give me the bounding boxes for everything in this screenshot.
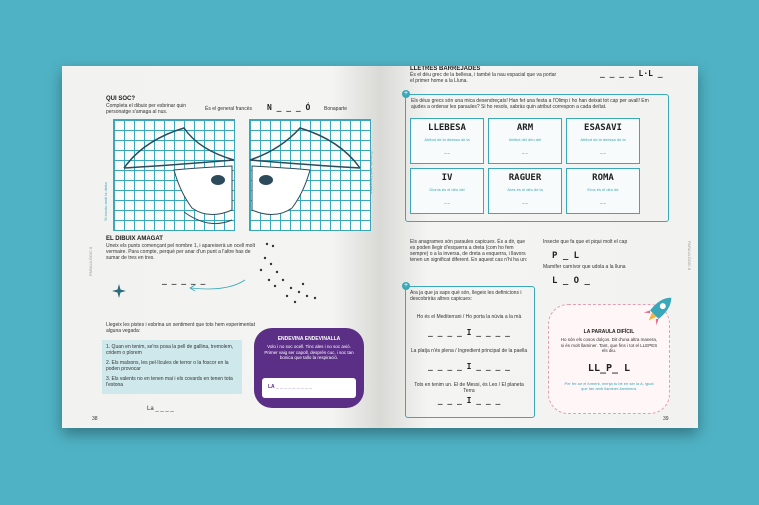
capicua-definition: La platja n'és plena / Ingredient principal de la paella <box>410 348 528 354</box>
star-icon <box>112 284 126 298</box>
capicua-answer: _ _ _ _ I _ _ _ _ <box>428 362 510 371</box>
riddle-title: ENDEVINA ENDEVINALLA <box>277 336 341 342</box>
riddle-text: Volo i no soc ocell. Tinc ales i no soc avió. Primer vaig ser capoll, després cuc, i soc tan bonica que tallo la respiració. <box>264 344 354 360</box>
capicua-intro: Ara ja que ja saps què són, llegeix les definicions i descobriràs altres capicues: <box>410 290 522 302</box>
scrambled-word: RAGUER <box>508 173 542 183</box>
clue-1: 1. Quan en tenim, se'ns posa la pell de gallina, tremolem, cridem o plorem <box>106 344 234 356</box>
answer-line: _ _ <box>600 199 606 204</box>
side-note-right-hand: Si escriu amb la dreta <box>103 182 108 221</box>
section-title-who-am-i: QUI SOC? <box>106 96 136 102</box>
drawing-grid-left <box>113 119 235 231</box>
section-title-mixed-letters: LLETRES BARREJADES <box>410 66 481 72</box>
capicua-definition: Ho és el Mediterrani / Ho porta la núvia a la mà <box>416 314 522 320</box>
word-card <box>488 168 562 214</box>
side-label-right: PARAULÒGIC 8 <box>687 241 692 271</box>
panel-text: Els déus grecs són una mica desendreçats! Han fet una festa a l'Olimp i ho han deixat tot cap per avall! Em ajudes a ordenar les paraules? Si ho resols, sabràs quin atribut correspon a cada deïtat. <box>411 98 649 110</box>
scrambled-word: IV <box>441 173 453 183</box>
word-hint: Ares és el déu de la <box>507 187 543 192</box>
book-spread <box>62 66 698 428</box>
answer-line: _ _ <box>444 149 450 154</box>
capicua-answer: _ _ _ _ I _ _ _ _ <box>428 328 510 337</box>
word-hint: Atribut de la deessa de la <box>424 137 470 142</box>
answer-line: _ _ <box>522 199 528 204</box>
mammal-answer: L _ O _ <box>552 276 590 286</box>
scrambled-word: LLEBESA <box>428 123 466 133</box>
answer-line: _ _ <box>444 199 450 204</box>
hard-word-answer: LL_P_ L <box>587 363 631 374</box>
word-card <box>410 168 484 214</box>
dot-to-dot-puzzle <box>247 236 357 311</box>
section-title-hidden-drawing: EL DIBUIX AMAGAT <box>106 236 163 242</box>
napoleon-half-drawing <box>114 120 234 230</box>
plus-icon: + <box>403 282 409 289</box>
intro-text: Llegeix les pistes i esbrina un sentiment que tots hem experimentat alguna vegada: <box>106 322 255 334</box>
scrambled-word: ROMA <box>592 173 614 183</box>
answer-hint: Bonaparte <box>324 106 348 112</box>
section-text: Completa el dibuix per esbrinar quin personatge s'amaga al nus. <box>106 103 187 115</box>
side-note-left-hand: Si escriu amb l'esquerra <box>369 151 374 194</box>
insect-answer: P _ L <box>552 251 580 261</box>
right-page <box>380 66 698 428</box>
word-hint: Dionís és el déu del <box>429 187 465 192</box>
word-card <box>488 118 562 164</box>
page-number-left: 38 <box>92 416 98 422</box>
clue-3: 3. Els valents no en tenen mai i els covards en tenen tota l'estona <box>106 376 233 388</box>
scrambled-word: ESASAVI <box>584 123 622 133</box>
answer-line: _ _ <box>600 149 606 154</box>
word-card <box>566 118 640 164</box>
drawing-grid-right <box>249 119 371 231</box>
capicua-definition: Tots en tenim un. El de Messi, és Leo / El planeta Terra <box>414 382 524 394</box>
page-number-right: 39 <box>663 416 669 422</box>
section-text: Uneix els punts començant pel nombre 1, i apareixerà un ocell molt vermaire. Para compte, perquè per anar d'un punt a l'altre has de sumar de tres en tres. <box>106 243 255 261</box>
capicua-answer: _ _ _ I _ _ _ <box>437 396 501 405</box>
clues-box <box>102 340 242 394</box>
word-hint: Atribut del déu del <box>508 137 542 142</box>
riddle-answer: LA _ _ _ _ _ _ _ _ _ <box>268 384 313 390</box>
feeling-answer: La _ _ _ _ <box>147 406 174 412</box>
word-card <box>566 168 640 214</box>
riddle-answer-box <box>262 378 356 398</box>
answer-blank: N _ _ _ Ó <box>267 103 311 112</box>
answer-line: _ _ <box>522 149 528 154</box>
clue-text: És el general francès <box>205 106 252 112</box>
capicua-text: Els anagrames són paraules capicues. És a dir, que es poden llegir d'esquerra a dreta (com ho fem sempre) o a la inversa, de dreta a esquerra, i llavors tenen un significat diferent. En aquest cas n'hi ha un: <box>410 239 528 263</box>
scrambled-word: ARM <box>516 123 534 133</box>
plus-icon: + <box>403 90 409 97</box>
word-card <box>410 118 484 164</box>
answer-blank: _ _ _ _ _ <box>162 276 206 285</box>
clue-2: 2. Els malsons, les pel·lícules de terror o la foscor en la poden provocar <box>106 360 229 372</box>
side-label-left: PARAULÒGIC 8 <box>88 246 93 276</box>
arrow-icon <box>187 276 247 296</box>
hard-word-text: Ho són els cosos dolços. Dit d'una altra manera, si és molt llaminer. Tant, que fins i tot el LLEPES els diu. <box>560 337 658 353</box>
hard-word-title: LA PARAULA DIFÍCIL <box>583 329 635 335</box>
rocket-icon <box>642 291 678 327</box>
hard-word-footnote: Per fer-se el foment, menja tu bé en ser la A, igual que fan amb llaminer-llaminera. <box>564 381 654 391</box>
section-text: És el déu grec de la bellesa, i també la nau espacial que va portar el primer home a la Lluna. <box>410 72 557 84</box>
word-hint: Atribut de la deessa de la <box>580 137 626 142</box>
insect-clue: Insecte que fa que et piqui molt el cap <box>543 239 628 245</box>
mammal-clue: Mamífer carnívor que udola a la lluna <box>543 264 626 270</box>
answer-blank: _ _ _ _ L·L _ <box>600 69 663 78</box>
word-hint: Eros és el déu de <box>587 187 619 192</box>
riddle-box <box>254 328 364 408</box>
left-page <box>62 66 380 428</box>
napoleon-half-drawing-mirror <box>250 120 370 230</box>
